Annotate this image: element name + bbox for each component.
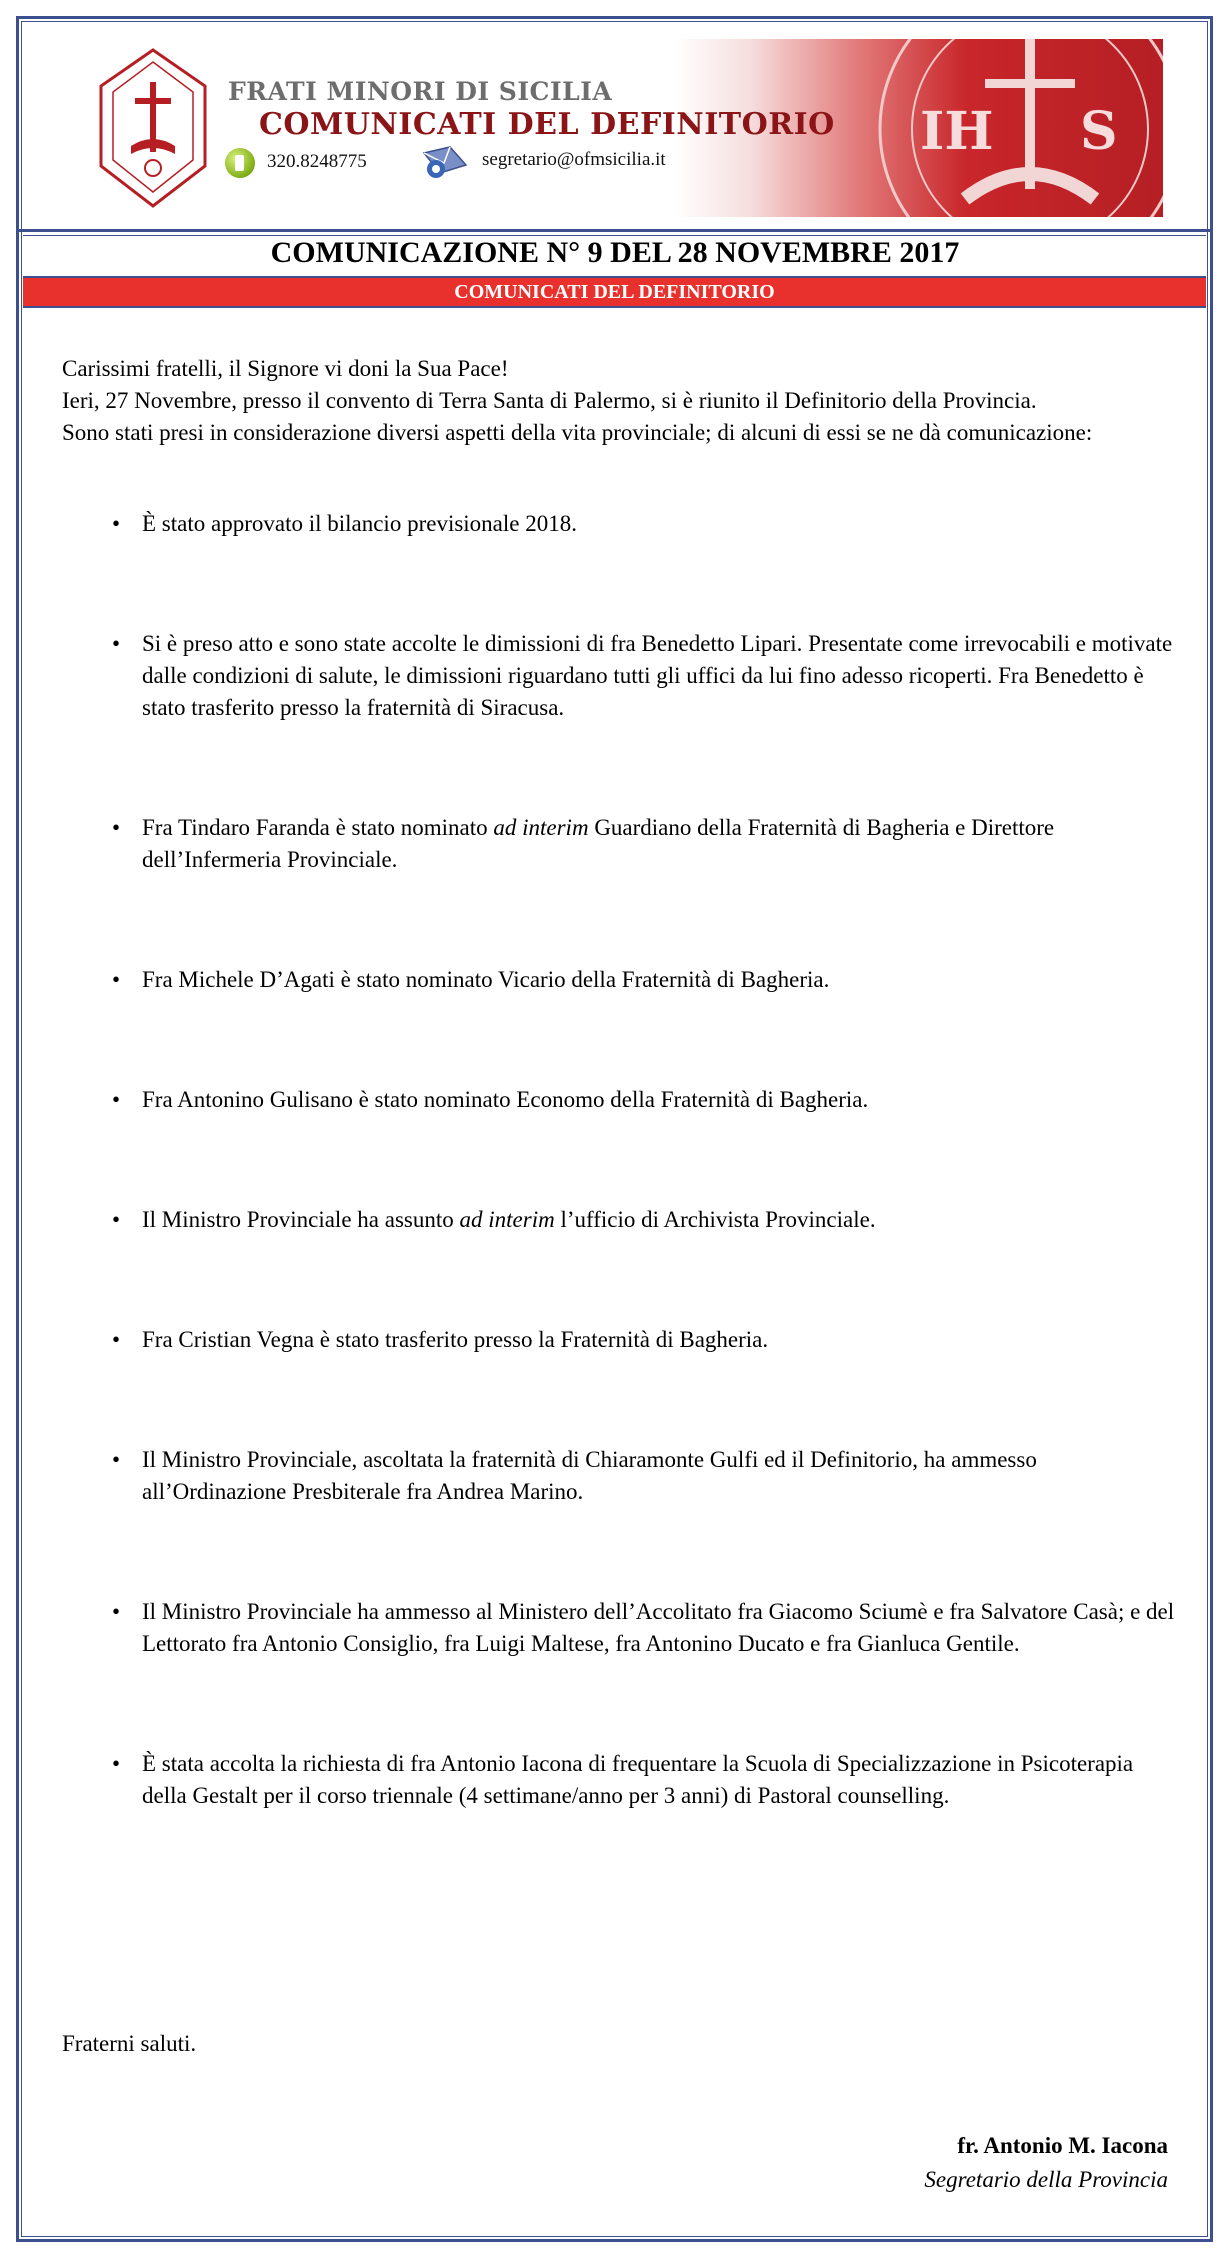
banner-email: segretario@ofmsicilia.it	[482, 149, 666, 170]
bullet-icon: •	[112, 1207, 121, 1232]
bullet-icon: •	[112, 1447, 121, 1472]
bullet-icon: •	[112, 1751, 121, 1776]
letter-body	[62, 353, 1182, 1812]
bullet-icon: •	[112, 631, 121, 656]
phone-icon	[225, 148, 255, 178]
list-item: • Fra Tindaro Faranda è stato nominato ad interim Guardiano della Fraternità di Bagheria e Direttore dell’Infermeria Provinciale.	[62, 812, 1182, 876]
banner-title-order: FRATI MINORI DI SICILIA	[228, 77, 613, 106]
closing-greeting: Fraterni saluti.	[62, 2031, 197, 2056]
decision-list	[62, 508, 1182, 1812]
banner-title-communications: COMUNICATI DEL DEFINITORIO	[259, 107, 835, 142]
intro-meeting: Ieri, 27 Novembre, presso il convento di Terra Santa di Palermo, si è riunito il Definitorio della Provincia.	[62, 388, 1037, 413]
list-item: • Si è preso atto e sono state accolte le dimissioni di fra Benedetto Lipari. Presentate come irrevocabili e motivate dalle condizioni di salute, le dimissioni riguardano tutti gli uffici da lui fino adesso ricoperti. Fra Benedetto è stato trasferito presso la fraternità di Siracusa.	[62, 628, 1182, 724]
bullet-icon: •	[112, 511, 121, 536]
communication-title: COMUNICAZIONE N° 9 DEL 28 NOVEMBRE 2017	[270, 236, 960, 269]
greeting: Carissimi fratelli, il Signore vi doni la Sua Pace!	[62, 356, 509, 381]
section-bar-label: COMUNICATI DEL DEFINITORIO	[454, 281, 775, 303]
list-item: • Fra Antonino Gulisano è stato nominato Economo della Fraternità di Bagheria.	[62, 1084, 1182, 1116]
header-banner	[75, 39, 1163, 217]
province-seal-icon	[845, 39, 1163, 217]
list-item: • Fra Cristian Vegna è stato trasferito presso la Fraternità di Bagheria.	[62, 1324, 1182, 1356]
bullet-icon: •	[112, 967, 121, 992]
list-item: • Fra Michele D’Agati è stato nominato Vicario della Fraternità di Bagheria.	[62, 964, 1182, 996]
svg-text:IH: IH	[920, 101, 994, 162]
franciscan-seal-icon	[93, 46, 213, 210]
svg-text:S: S	[1080, 101, 1118, 162]
list-item: • Il Ministro Provinciale ha ammesso al Ministero dell’Accolitato fra Giacomo Sciumè e fra Salvatore Casà; e del Lettorato fra Antonio Consiglio, fra Luigi Maltese, fra Antonino Ducato e fra Gianluca Gentile.	[62, 1596, 1182, 1660]
list-item: • È stato approvato il bilancio previsionale 2018.	[62, 508, 1182, 540]
signature-role: Segretario della Provincia	[924, 2167, 1168, 2192]
list-item: • Il Ministro Provinciale, ascoltata la fraternità di Chiaramonte Gulfi ed il Definitorio, ha ammesso all’Ordinazione Presbiterale fra Andrea Marino.	[62, 1444, 1182, 1508]
section-bar	[23, 276, 1206, 308]
bullet-icon: •	[112, 1087, 121, 1112]
header-divider	[19, 229, 1210, 232]
bullet-icon: •	[112, 1327, 121, 1352]
intro-topics: Sono stati presi in considerazione diversi aspetti della vita provinciale; di alcuni di essi se ne dà comunicazione:	[62, 420, 1093, 445]
signature-name: fr. Antonio M. Iacona	[957, 2133, 1168, 2158]
bullet-icon: •	[112, 1599, 121, 1624]
list-item: • È stata accolta la richiesta di fra Antonio Iacona di frequentare la Scuola di Specializzazione in Psicoterapia della Gestalt per il corso triennale (4 settimane/anno per 3 anni) di Pastoral counselling.	[62, 1748, 1182, 1812]
bullet-icon: •	[112, 815, 121, 840]
banner-phone: 320.8248775	[267, 151, 367, 172]
email-icon	[420, 143, 472, 181]
list-item: • Il Ministro Provinciale ha assunto ad interim l’ufficio di Archivista Provinciale.	[62, 1204, 1182, 1236]
signature-block	[924, 2129, 1168, 2197]
